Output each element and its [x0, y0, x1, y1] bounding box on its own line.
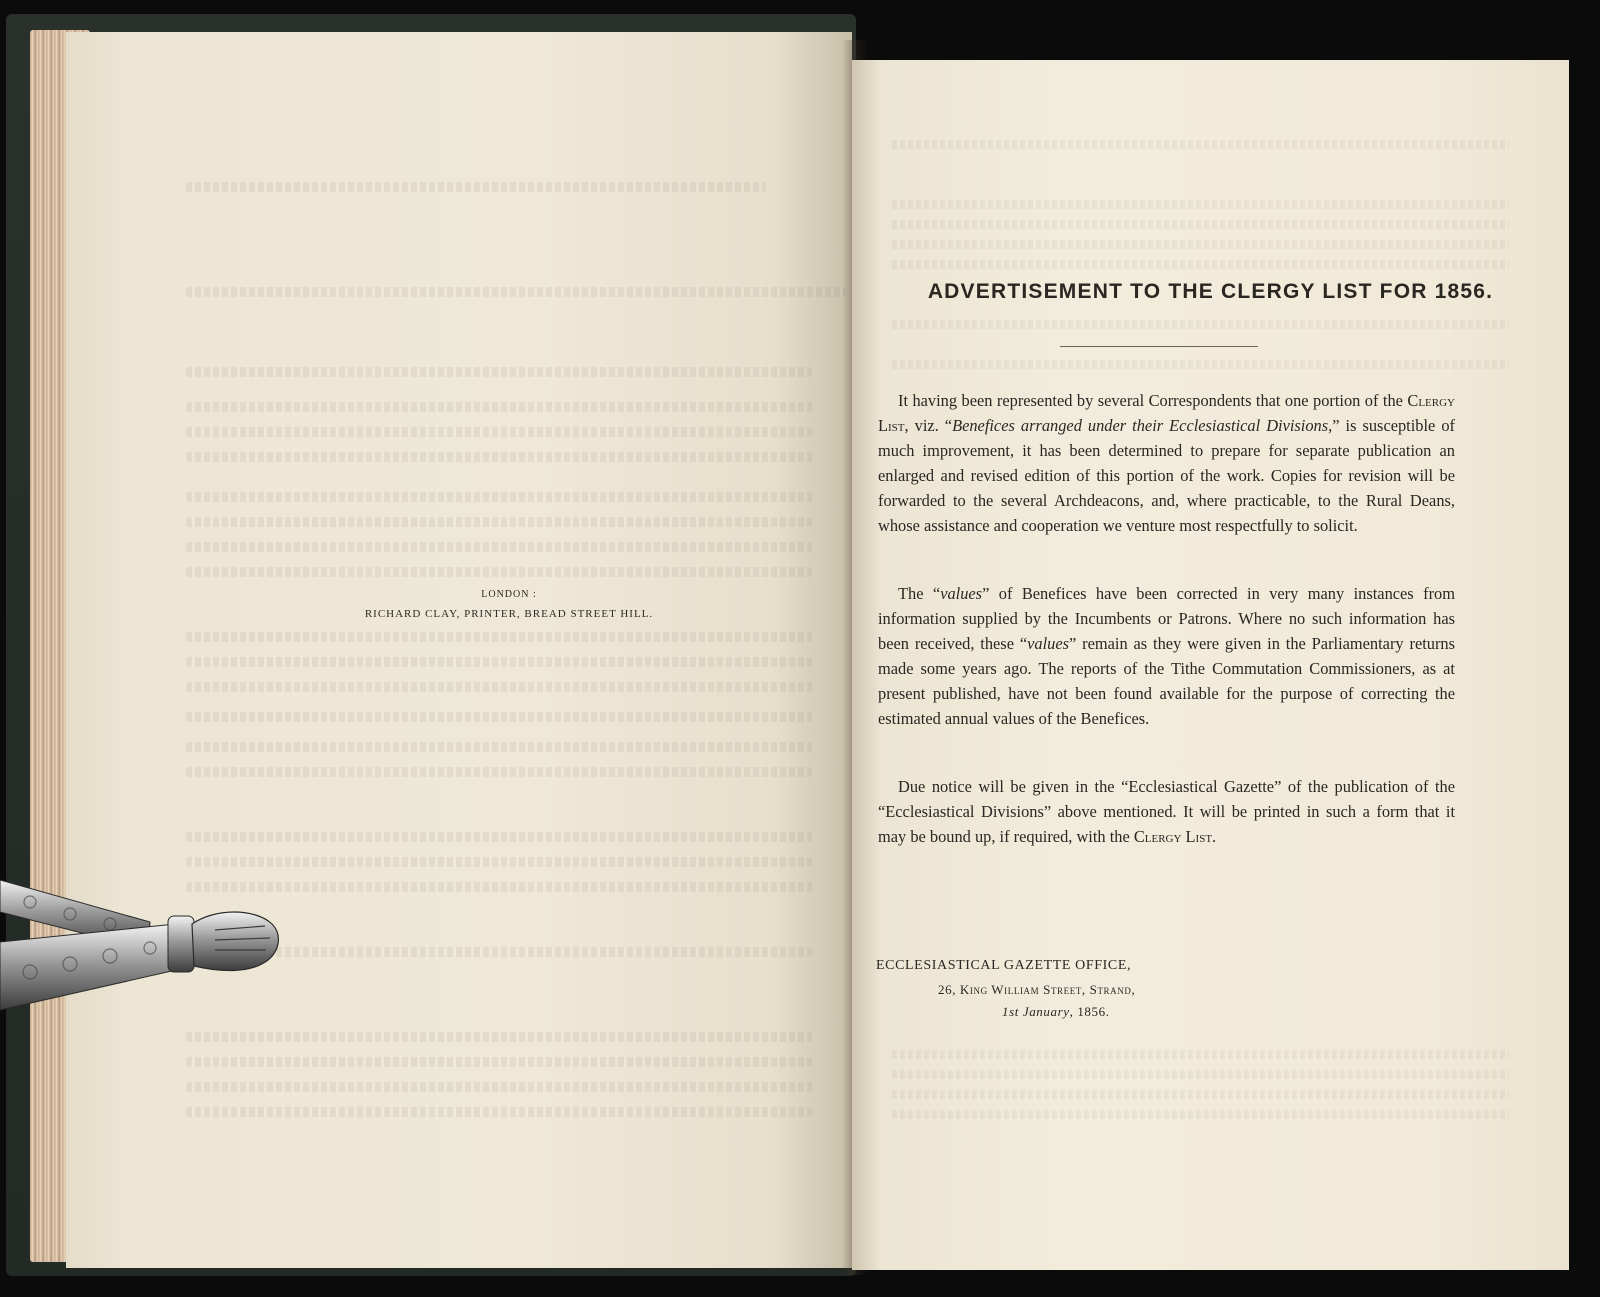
left-page [66, 32, 852, 1268]
advertisement-title: ADVERTISEMENT TO THE CLERGY LIST FOR 1856. [927, 280, 1494, 303]
hand-bookmark-icon[interactable] [0, 872, 300, 1012]
signature-office: ECCLESIASTICAL GAZETTE OFFICE, [876, 958, 1132, 973]
title-rule [1060, 346, 1258, 347]
right-page [852, 60, 1569, 1270]
signature-date: 1st January, 1856. [1002, 1004, 1110, 1019]
paragraph-2: The “values” of Benefices have been corrected in very many instances from information supplied by the Incumbents or Patrons. Where no such information has been received, these “values” remain as they were given in the Parliamentary returns made some years ago. The reports of the Tithe Commutation Commissioners, as at present published, have not been found available for the purpose of correcting the estimated annual values of the Benefices. [878, 584, 1455, 728]
imprint-city: LONDON : [481, 589, 537, 600]
imprint-printer: RICHARD CLAY, PRINTER, BREAD STREET HILL. [364, 608, 654, 620]
paragraph-3: Due notice will be given in the “Ecclesiastical Gazette” of the publication of the “Ecclesiastical Divisions” above mentioned. It will be printed in such a form that it may be bound up, if required, with the Clergy List. [878, 777, 1455, 846]
paragraph-1: It having been represented by several Correspondents that one portion of the Clergy List, viz. “Benefices arranged under their Ecclesiastical Divisions,” is susceptible of much improvement, it has been determined to prepare for separate publication an enlarged and revised edition of this portion of the work. Copies for revision will be forwarded to the several Archdeacons, and, where practicable, to the Rural Deans, whose assistance and cooperation we venture most respectfully to solicit. [878, 391, 1455, 535]
show-through-text [66, 32, 852, 1268]
signature-address: 26, King William Street, Strand, [938, 982, 1136, 997]
